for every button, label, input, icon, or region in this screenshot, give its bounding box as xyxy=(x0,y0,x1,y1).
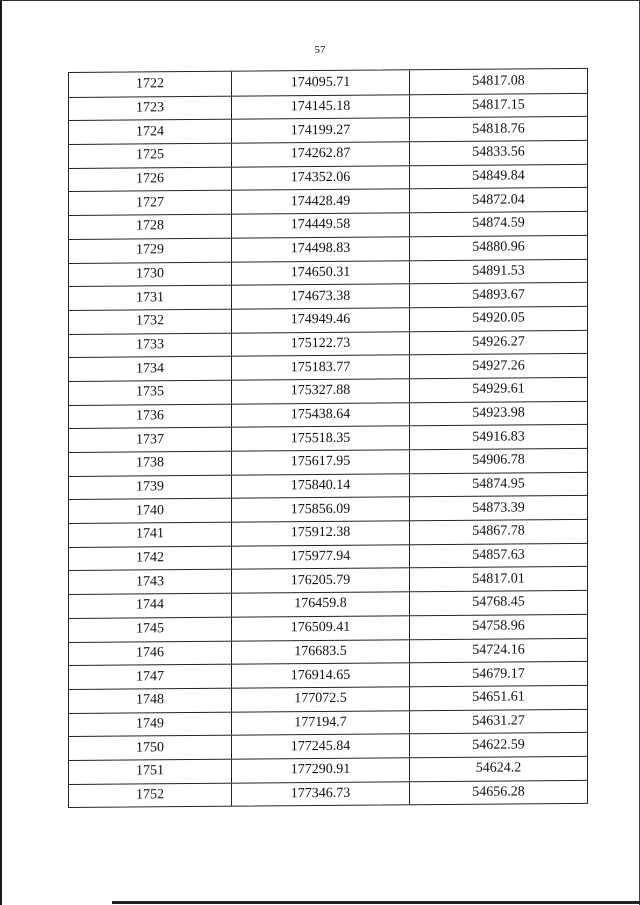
y-coordinate-cell: 54656.28 xyxy=(472,784,525,800)
point-number-cell: 1743 xyxy=(69,570,232,594)
x-coordinate-cell: 175912.38 xyxy=(232,521,410,545)
table-row xyxy=(69,708,587,736)
x-coordinate-cell: 175977.94 xyxy=(232,545,410,569)
x-coordinate-cell: 174949.46 xyxy=(232,308,410,332)
table-row xyxy=(69,93,587,121)
table-row xyxy=(69,590,587,618)
point-number-cell: 1752 xyxy=(69,783,232,807)
x-coordinate-cell: 174673.38 xyxy=(232,285,410,309)
point-number-cell: 1723 xyxy=(69,96,232,120)
table-row xyxy=(69,472,587,500)
point-number-cell: 1745 xyxy=(69,618,232,642)
y-coordinate-cell: 54929.61 xyxy=(472,381,525,398)
y-coordinate-cell: 54857.63 xyxy=(472,547,525,563)
y-coordinate-cell: 54679.17 xyxy=(472,665,525,682)
x-coordinate-cell: 174262.87 xyxy=(232,142,410,166)
x-coordinate-cell: 174199.27 xyxy=(232,119,410,143)
table-row xyxy=(69,306,587,334)
y-coordinate-cell: 54624.2 xyxy=(475,760,522,777)
table-row xyxy=(69,637,587,665)
y-coordinate-cell: 54906.78 xyxy=(472,452,525,469)
table-row xyxy=(69,140,587,168)
table-row xyxy=(69,661,587,689)
table-row xyxy=(69,424,587,452)
point-number-cell: 1734 xyxy=(69,357,232,381)
coordinate-table xyxy=(68,68,588,808)
x-coordinate-cell: 174449.58 xyxy=(232,213,410,237)
point-number-cell: 1727 xyxy=(69,191,232,215)
table-row xyxy=(69,566,587,594)
scan-border-left xyxy=(0,0,2,905)
point-number-cell: 1729 xyxy=(69,239,232,263)
point-number-cell: 1746 xyxy=(69,641,232,665)
table-row xyxy=(69,685,587,713)
y-coordinate-cell: 54893.67 xyxy=(472,286,525,303)
x-coordinate-cell: 174498.83 xyxy=(232,237,410,261)
point-number-cell: 1737 xyxy=(69,428,232,452)
y-coordinate-cell: 54920.05 xyxy=(472,310,525,327)
x-coordinate-cell: 177346.73 xyxy=(232,782,410,806)
y-coordinate-cell: 54768.45 xyxy=(472,594,525,611)
table-row xyxy=(69,211,587,239)
table-row xyxy=(69,235,587,263)
y-coordinate-cell: 54891.53 xyxy=(472,263,525,279)
point-number-cell: 1747 xyxy=(69,665,232,689)
table-row xyxy=(69,780,587,808)
y-coordinate-cell: 54923.98 xyxy=(472,405,525,421)
y-coordinate-cell: 54873.39 xyxy=(472,500,525,516)
x-coordinate-cell: 176914.65 xyxy=(232,664,410,688)
table-row xyxy=(69,353,587,381)
x-coordinate-cell: 175183.77 xyxy=(232,356,410,380)
point-number-cell: 1736 xyxy=(69,404,232,428)
table-row xyxy=(69,401,587,429)
y-coordinate-cell: 54817.08 xyxy=(472,73,525,89)
table-row xyxy=(69,164,587,192)
x-coordinate-cell: 176683.5 xyxy=(232,640,410,664)
x-coordinate-cell: 175438.64 xyxy=(232,403,410,427)
table-row xyxy=(69,519,587,547)
y-coordinate-cell: 54833.56 xyxy=(472,144,525,161)
x-coordinate-cell: 176459.8 xyxy=(232,592,410,616)
x-coordinate-cell: 175840.14 xyxy=(232,474,410,498)
x-coordinate-cell: 175617.95 xyxy=(232,450,410,474)
table-row xyxy=(69,377,587,405)
table-row xyxy=(69,187,587,215)
table-row xyxy=(69,116,587,144)
y-coordinate-cell: 54631.27 xyxy=(472,713,525,729)
y-coordinate-cell: 54758.96 xyxy=(472,618,525,634)
y-coordinate-cell: 54817.15 xyxy=(472,97,525,113)
point-number-cell: 1740 xyxy=(69,499,232,523)
x-coordinate-cell: 177245.84 xyxy=(232,735,410,759)
table-row xyxy=(69,756,587,784)
y-coordinate-cell: 54724.16 xyxy=(472,642,525,658)
point-number-cell: 1730 xyxy=(69,262,232,286)
x-coordinate-cell: 176509.41 xyxy=(232,616,410,640)
x-coordinate-cell: 174428.49 xyxy=(232,190,410,214)
point-number-cell: 1731 xyxy=(69,286,232,310)
table-row xyxy=(69,329,587,357)
y-coordinate-cell: 54926.27 xyxy=(472,334,525,350)
x-coordinate-cell: 177072.5 xyxy=(232,687,410,711)
table-row xyxy=(69,495,587,523)
table-row xyxy=(69,732,587,760)
scan-border-top xyxy=(0,0,640,1)
point-number-cell: 1739 xyxy=(69,475,232,499)
x-coordinate-cell: 174352.06 xyxy=(232,166,410,190)
x-coordinate-cell: 176205.79 xyxy=(232,569,410,593)
table-row xyxy=(69,543,587,571)
point-number-cell: 1738 xyxy=(69,452,232,476)
x-coordinate-cell: 174650.31 xyxy=(232,261,410,285)
y-coordinate-cell: 54916.83 xyxy=(472,429,525,445)
point-number-cell: 1741 xyxy=(69,523,232,547)
page-number: 57 xyxy=(314,44,326,56)
x-coordinate-cell: 175122.73 xyxy=(232,332,410,356)
table-row xyxy=(69,69,587,97)
y-coordinate-cell: 54867.78 xyxy=(472,523,525,540)
table-row xyxy=(69,282,587,310)
x-coordinate-cell: 174095.71 xyxy=(232,70,410,95)
y-coordinate-cell: 54651.61 xyxy=(472,689,525,706)
point-number-cell: 1748 xyxy=(69,689,232,713)
y-coordinate-cell: 54927.26 xyxy=(472,358,525,374)
x-coordinate-cell: 175327.88 xyxy=(232,379,410,403)
y-coordinate-cell: 54874.59 xyxy=(472,215,525,232)
scan-border-bottom xyxy=(112,901,640,904)
table-row xyxy=(69,258,587,286)
x-coordinate-cell: 175518.35 xyxy=(232,427,410,451)
x-coordinate-cell: 175856.09 xyxy=(232,498,410,522)
y-coordinate-cell: 54818.76 xyxy=(472,121,525,137)
point-number-cell: 1749 xyxy=(69,712,232,736)
point-number-cell: 1726 xyxy=(69,167,232,191)
point-number-cell: 1728 xyxy=(69,215,232,239)
y-coordinate-cell: 54622.59 xyxy=(472,737,525,753)
point-number-cell: 1722 xyxy=(69,72,232,97)
y-coordinate-cell: 54874.95 xyxy=(472,476,525,492)
y-coordinate-cell: 54817.01 xyxy=(472,571,525,587)
point-number-cell: 1733 xyxy=(69,333,232,357)
point-number-cell: 1732 xyxy=(69,310,232,334)
x-coordinate-cell: 174145.18 xyxy=(232,95,410,119)
point-number-cell: 1725 xyxy=(69,144,232,168)
table-row xyxy=(69,448,587,476)
table-row xyxy=(69,614,587,642)
y-coordinate-cell: 54849.84 xyxy=(472,168,525,184)
point-number-cell: 1744 xyxy=(69,594,232,618)
point-number-cell: 1751 xyxy=(69,760,232,784)
y-coordinate-cell: 54872.04 xyxy=(472,192,525,208)
x-coordinate-cell: 177290.91 xyxy=(232,758,410,782)
y-coordinate-cell: 54880.96 xyxy=(472,239,525,255)
point-number-cell: 1742 xyxy=(69,546,232,570)
x-coordinate-cell: 177194.7 xyxy=(232,711,410,735)
point-number-cell: 1724 xyxy=(69,120,232,144)
point-number-cell: 1750 xyxy=(69,736,232,760)
point-number-cell: 1735 xyxy=(69,381,232,405)
